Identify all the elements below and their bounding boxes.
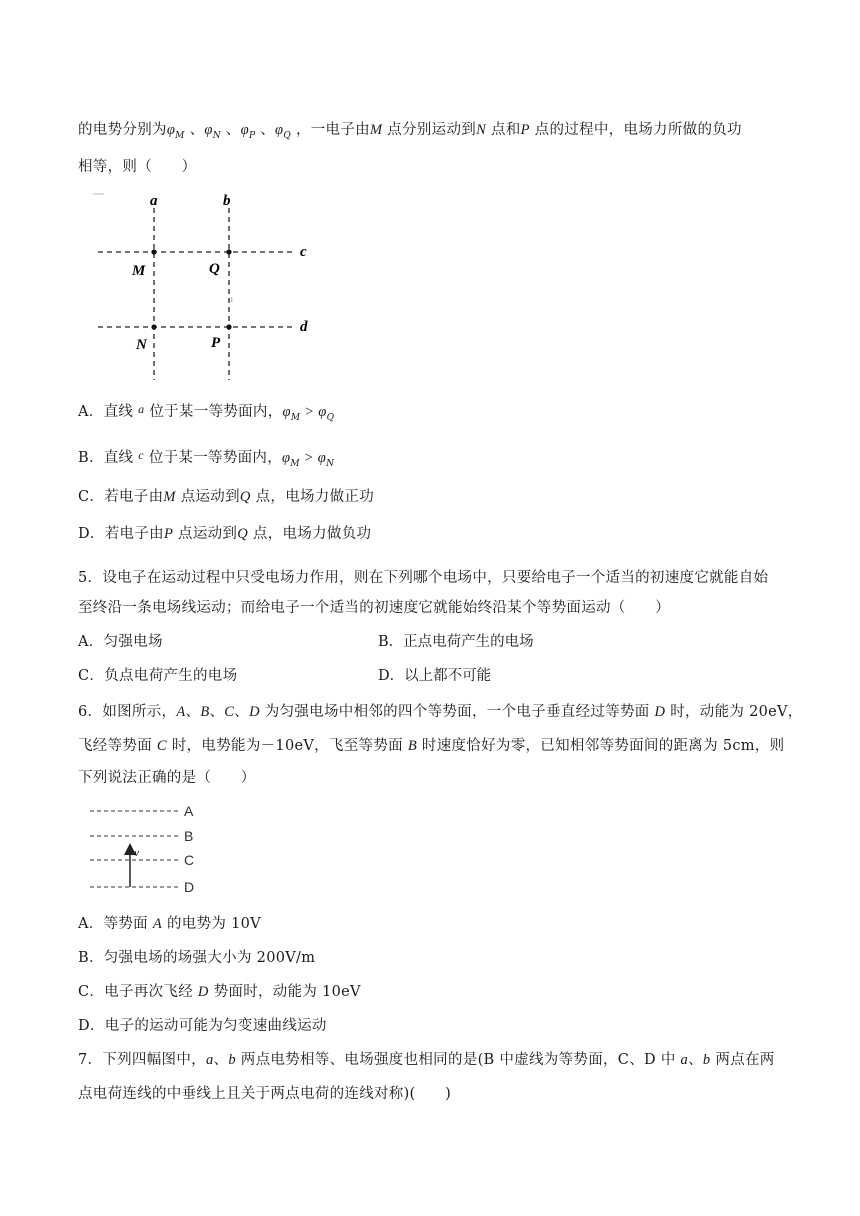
q5-option-c: C．负点电荷产生的电场 <box>78 668 238 684</box>
q5-text-line-2: 至终沿一条电场线运动；而给电子一个适当的初速度它就能始终沿某个等势面运动（ ） <box>78 600 670 616</box>
point-Q <box>226 249 231 254</box>
q6-text-line-3: 下列说法正确的是（ ） <box>78 770 256 786</box>
label-A: A <box>184 803 194 819</box>
q5-text-line-1: 5．设电子在运动过程中只受电场力作用，则在下列哪个电场中，只要给电子一个适当的初速度它就能自始 <box>78 570 769 586</box>
point-M <box>151 249 156 254</box>
q4-option-b: B．直线 $^c$ 位于某一等势面内，$\varphi_M > \varphi_N$ <box>78 448 335 469</box>
q7-text-line-2: 点电荷连线的中垂线上且关于两点电荷的连线对称)( ) <box>78 1086 452 1102</box>
q6-option-a: A．等势面 A 的电势为 10V <box>78 916 261 932</box>
q4-grid-figure <box>90 188 330 388</box>
q4-text-line-1: 的电势分别为$\varphi_M$ 、$\varphi_N$ 、$\varphi_P$ 、$\varphi_Q$ ，一电子由M 点分别运动到N 点和P 点的过程中，电场力所做的负功 <box>78 122 742 141</box>
q4-option-c: C．若电子由M 点运动到Q 点，电场力做正功 <box>78 489 374 505</box>
q6-option-b: B．匀强电场的场强大小为 200V/m <box>78 950 316 966</box>
label-M: M <box>132 263 146 279</box>
label-a: a <box>150 193 158 209</box>
label-P: P <box>211 335 221 351</box>
label-N: N <box>136 337 147 353</box>
label-c: c <box>300 244 307 260</box>
point-P <box>226 324 231 329</box>
label-b: b <box>223 193 231 209</box>
label-D: D <box>184 879 195 895</box>
label-B: B <box>184 828 194 844</box>
q6-text-line-2: 飞经等势面 C 时，电势能为－10eV，飞至等势面 B 时速度恰好为零，已知相邻等势面间的距离为 5cm，则 <box>78 738 785 754</box>
q6-equipotential-figure <box>86 800 216 900</box>
label-C: C <box>184 852 195 868</box>
q4-option-d: D．若电子由P 点运动到Q 点，电场力做负功 <box>78 526 372 542</box>
q4-option-a: A．直线 $^a$ 位于某一等势面内，$\varphi_M > \varphi_Q$ <box>78 402 335 423</box>
velocity-label: v <box>134 847 139 859</box>
q4-text-line-2: 相等，则（ ） <box>78 159 197 175</box>
q7-text-line-1: 7．下列四幅图中，a、b 两点电势相等、电场强度也相同的是(B 中虚线为等势面，C、D 中 a、b 两点在两 <box>78 1052 775 1068</box>
q6-text-line-1: 6．如图所示，A、B、C、D 为匀强电场中相邻的四个等势面，一个电子垂直经过等势面 D 时，动能为 20eV， <box>78 704 803 720</box>
q6-option-d: D．电子的运动可能为匀变速曲线运动 <box>78 1018 327 1034</box>
q5-option-a: A．匀强电场 <box>78 634 163 650</box>
svg-text:1: 1 <box>230 296 234 304</box>
q6-option-c: C．电子再次飞经 D 势面时，动能为 10eV <box>78 984 361 1000</box>
label-d: d <box>300 319 308 335</box>
q5-option-b: B．正点电荷产生的电场 <box>378 634 534 650</box>
q5-option-d: D．以上都不可能 <box>378 668 492 684</box>
label-Q: Q <box>209 261 220 277</box>
point-N <box>151 324 156 329</box>
